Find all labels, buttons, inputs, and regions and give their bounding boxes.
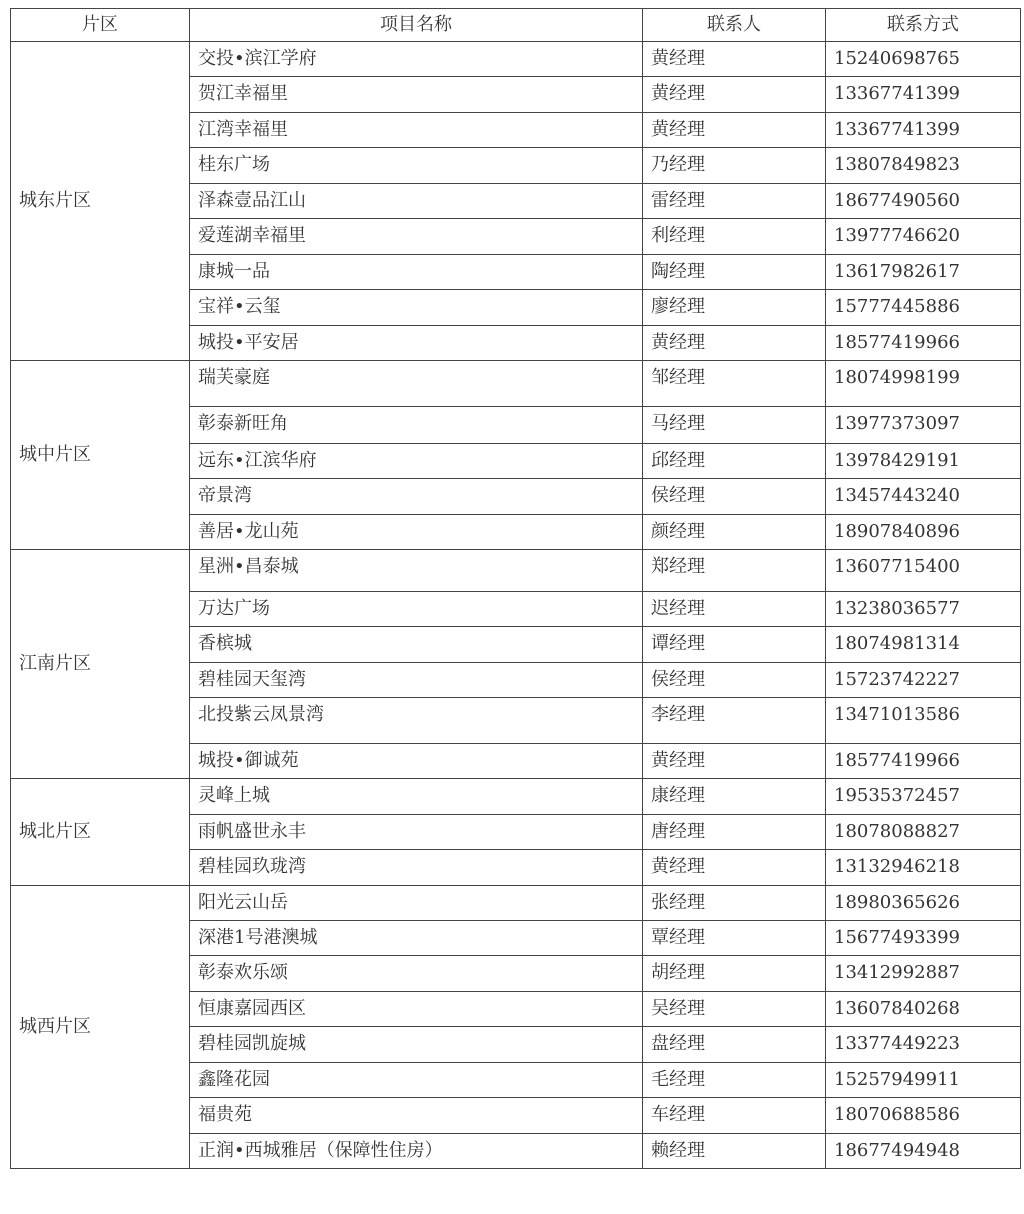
district-cell: 江南片区 <box>11 550 190 779</box>
project-name-cell: 贺江幸福里 <box>190 77 643 113</box>
contact-person-cell: 侯经理 <box>643 663 826 698</box>
project-name-cell: 深港1号港澳城 <box>190 921 643 956</box>
contact-person-cell: 邹经理 <box>643 361 826 407</box>
project-name-cell: 碧桂园天玺湾 <box>190 663 643 698</box>
contact-person-cell: 雷经理 <box>643 184 826 219</box>
project-name-cell: 福贵苑 <box>190 1098 643 1134</box>
contact-person-cell: 唐经理 <box>643 815 826 850</box>
contact-phone-cell: 18907840896 <box>826 515 1021 550</box>
contact-phone-cell: 13471013586 <box>826 698 1021 744</box>
table-row <box>11 42 1021 77</box>
project-name-cell: 城投•平安居 <box>190 326 643 361</box>
project-name-cell: 帝景湾 <box>190 479 643 515</box>
contact-phone-cell: 13412992887 <box>826 956 1021 992</box>
contact-person-cell: 谭经理 <box>643 627 826 663</box>
contact-person-cell: 吴经理 <box>643 992 826 1027</box>
contact-phone-cell: 19535372457 <box>826 779 1021 815</box>
contact-person-cell: 黄经理 <box>643 77 826 113</box>
contact-person-cell: 康经理 <box>643 779 826 815</box>
contact-person-cell: 张经理 <box>643 886 826 921</box>
contact-phone-cell: 13807849823 <box>826 148 1021 184</box>
contact-phone-cell: 13367741399 <box>826 113 1021 148</box>
project-name-cell: 灵峰上城 <box>190 779 643 815</box>
project-contacts-table <box>10 8 1021 1169</box>
contact-phone-cell: 18074998199 <box>826 361 1021 407</box>
contact-phone-cell: 15240698765 <box>826 42 1021 77</box>
header-district: 片区 <box>11 9 190 42</box>
header-contact-phone: 联系方式 <box>826 9 1021 42</box>
contact-person-cell: 廖经理 <box>643 290 826 326</box>
contact-person-cell: 马经理 <box>643 407 826 444</box>
project-name-cell: 恒康嘉园西区 <box>190 992 643 1027</box>
contact-person-cell: 黄经理 <box>643 850 826 886</box>
contact-phone-cell: 13977373097 <box>826 407 1021 444</box>
header-contact-person: 联系人 <box>643 9 826 42</box>
district-cell: 城西片区 <box>11 886 190 1169</box>
contact-person-cell: 迟经理 <box>643 592 826 627</box>
contact-person-cell: 邱经理 <box>643 444 826 479</box>
contact-person-cell: 盘经理 <box>643 1027 826 1063</box>
contact-person-cell: 侯经理 <box>643 479 826 515</box>
contact-phone-cell: 18074981314 <box>826 627 1021 663</box>
project-name-cell: 宝祥•云玺 <box>190 290 643 326</box>
project-name-cell: 正润•西城雅居（保障性住房） <box>190 1134 643 1169</box>
project-name-cell: 瑞芙豪庭 <box>190 361 643 407</box>
project-name-cell: 泽森壹品江山 <box>190 184 643 219</box>
header-row <box>11 9 1021 42</box>
contact-phone-cell: 13238036577 <box>826 592 1021 627</box>
contact-person-cell: 车经理 <box>643 1098 826 1134</box>
project-name-cell: 阳光云山岳 <box>190 886 643 921</box>
contact-person-cell: 毛经理 <box>643 1063 826 1098</box>
project-name-cell: 碧桂园凯旋城 <box>190 1027 643 1063</box>
table-row <box>11 361 1021 407</box>
contact-person-cell: 覃经理 <box>643 921 826 956</box>
contact-person-cell: 李经理 <box>643 698 826 744</box>
project-name-cell: 雨帆盛世永丰 <box>190 815 643 850</box>
project-name-cell: 桂东广场 <box>190 148 643 184</box>
contact-phone-cell: 15777445886 <box>826 290 1021 326</box>
contact-phone-cell: 13617982617 <box>826 255 1021 290</box>
project-name-cell: 北投紫云凤景湾 <box>190 698 643 744</box>
contact-phone-cell: 15677493399 <box>826 921 1021 956</box>
project-name-cell: 彰泰新旺角 <box>190 407 643 444</box>
contact-phone-cell: 13377449223 <box>826 1027 1021 1063</box>
project-name-cell: 康城一品 <box>190 255 643 290</box>
contact-person-cell: 黄经理 <box>643 744 826 779</box>
table-row <box>11 550 1021 592</box>
project-name-cell: 彰泰欢乐颂 <box>190 956 643 992</box>
contact-phone-cell: 18577419966 <box>826 744 1021 779</box>
contact-person-cell: 黄经理 <box>643 326 826 361</box>
project-name-cell: 交投•滨江学府 <box>190 42 643 77</box>
district-cell: 城中片区 <box>11 361 190 550</box>
contact-person-cell: 颜经理 <box>643 515 826 550</box>
contact-phone-cell: 13607715400 <box>826 550 1021 592</box>
project-name-cell: 城投•御诚苑 <box>190 744 643 779</box>
contact-person-cell: 利经理 <box>643 219 826 255</box>
project-name-cell: 善居•龙山苑 <box>190 515 643 550</box>
project-name-cell: 江湾幸福里 <box>190 113 643 148</box>
contact-phone-cell: 18078088827 <box>826 815 1021 850</box>
contact-phone-cell: 18577419966 <box>826 326 1021 361</box>
contact-person-cell: 赖经理 <box>643 1134 826 1169</box>
contact-phone-cell: 13132946218 <box>826 850 1021 886</box>
contact-person-cell: 陶经理 <box>643 255 826 290</box>
contact-phone-cell: 18677494948 <box>826 1134 1021 1169</box>
contact-person-cell: 胡经理 <box>643 956 826 992</box>
contact-phone-cell: 13367741399 <box>826 77 1021 113</box>
project-name-cell: 碧桂园玖珑湾 <box>190 850 643 886</box>
project-name-cell: 鑫隆花园 <box>190 1063 643 1098</box>
header-project-name: 项目名称 <box>190 9 643 42</box>
district-cell: 城北片区 <box>11 779 190 886</box>
contact-phone-cell: 13978429191 <box>826 444 1021 479</box>
table-row <box>11 886 1021 921</box>
contact-phone-cell: 13457443240 <box>826 479 1021 515</box>
project-name-cell: 星洲•昌泰城 <box>190 550 643 592</box>
contact-person-cell: 黄经理 <box>643 113 826 148</box>
table-body <box>11 42 1021 1169</box>
contact-phone-cell: 15257949911 <box>826 1063 1021 1098</box>
contact-phone-cell: 13977746620 <box>826 219 1021 255</box>
project-name-cell: 爱莲湖幸福里 <box>190 219 643 255</box>
contact-phone-cell: 15723742227 <box>826 663 1021 698</box>
contact-person-cell: 乃经理 <box>643 148 826 184</box>
contact-phone-cell: 18070688586 <box>826 1098 1021 1134</box>
project-name-cell: 远东•江滨华府 <box>190 444 643 479</box>
contact-phone-cell: 18677490560 <box>826 184 1021 219</box>
contact-person-cell: 黄经理 <box>643 42 826 77</box>
table-row <box>11 779 1021 815</box>
district-cell: 城东片区 <box>11 42 190 361</box>
contact-phone-cell: 13607840268 <box>826 992 1021 1027</box>
contact-person-cell: 郑经理 <box>643 550 826 592</box>
contact-phone-cell: 18980365626 <box>826 886 1021 921</box>
project-name-cell: 万达广场 <box>190 592 643 627</box>
project-name-cell: 香槟城 <box>190 627 643 663</box>
